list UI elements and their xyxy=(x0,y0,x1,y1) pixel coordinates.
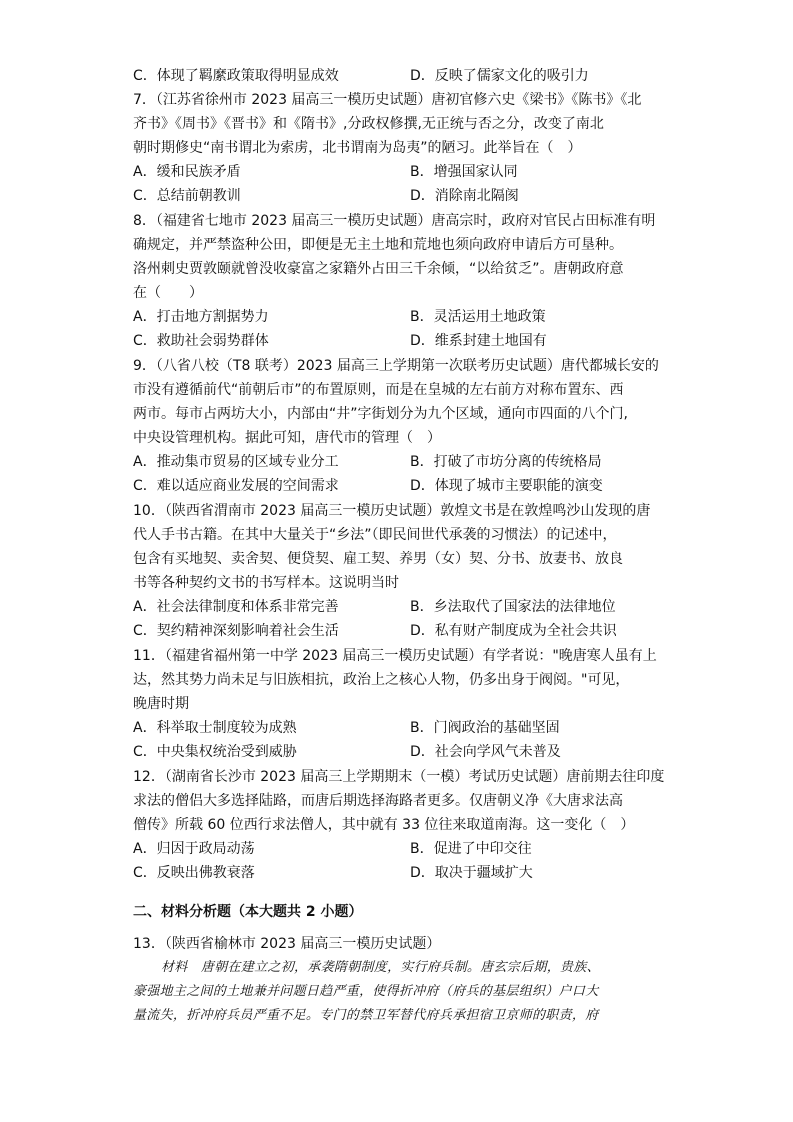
question-stem-line: 10．（陕西省渭南市 2023 届高三一模历史试题）敦煌文书是在敦煌鸣沙山发现的唐 xyxy=(133,503,651,519)
option-b: B．增强国家认同 xyxy=(410,164,518,180)
option-row xyxy=(133,595,673,619)
question-stem-line: 11．（福建省福州第一中学 2023 届高三一模历史试题）有学者说："晚唐寒人虽有上 xyxy=(133,648,657,664)
material-line: 材料 唐朝在建立之初，承袭隋朝制度，实行府兵制。唐玄宗后期，贵族、 xyxy=(161,960,600,975)
question-stem-line: 8．（福建省七地市 2023 届高三一模历史试题）唐高宗时，政府对官民占田标准有明 xyxy=(133,213,656,229)
option-c: C．反映出佛教衰落 xyxy=(133,865,255,882)
option-row xyxy=(133,716,673,740)
material-line: 量流失，折冲府兵员严重不足。专门的禁卫军替代府兵承担宿卫京师的职责，府 xyxy=(133,1008,599,1023)
option-c: C．总结前朝教训 xyxy=(133,188,241,205)
option-d: D．私有财产制度成为全社会共识 xyxy=(410,623,617,640)
option-c: C．契约精神深刻影响着社会生活 xyxy=(133,623,339,640)
question-stem-line: 求法的僧侣大多选择陆路，而唐后期选择海路者更多。仅唐朝义净《大唐求法高 xyxy=(133,793,623,809)
question-stem-line: 13．（陕西省榆林市 2023 届高三一模历史试题） xyxy=(133,936,441,952)
question-stem-line: 确规定，并严禁盗种公田，即便是无主土地和荒地也须向政府申请后方可垦种。 xyxy=(133,237,623,253)
option-a: A．推动集市贸易的区域专业分工 xyxy=(133,454,339,470)
question-stem-line: 书等各种契约文书的书写样本。这说明当时 xyxy=(133,575,399,591)
option-row xyxy=(133,329,673,353)
option-c: C．难以适应商业发展的空间需求 xyxy=(133,478,339,495)
question-stem-line: 市没有遵循前代“前朝后市”的布置原则，而是在皇城的左右前方对称布置东、西 xyxy=(133,382,624,398)
option-row xyxy=(133,861,673,885)
option-c: C．救助社会弱势群体 xyxy=(133,333,269,350)
question-10 xyxy=(133,499,673,644)
question-stem-line: 洛州刺史贾敦颐就曾没收豪富之家籍外占田三千余倾，“以给贫乏”。唐朝政府意 xyxy=(133,261,624,277)
question-stem-line: 包含有买地契、卖舍契、便贷契、雇工契、养男（女）契、分书、放妻书、放良 xyxy=(133,551,623,567)
option-a: A．归因于政局动荡 xyxy=(133,841,255,857)
option-a: A．打击地方割据势力 xyxy=(133,309,269,325)
option-row xyxy=(133,474,673,498)
option-d: D．体现了城市主要职能的演变 xyxy=(410,478,603,495)
question-6-options xyxy=(133,64,673,88)
option-d: D．反映了儒家文化的吸引力 xyxy=(410,68,589,84)
question-8 xyxy=(133,209,673,354)
option-row xyxy=(133,184,673,208)
option-d: D．取决于疆域扩大 xyxy=(410,865,533,882)
option-row xyxy=(133,837,673,861)
section-heading xyxy=(133,900,673,924)
question-stem-line: 12．（湖南省长沙市 2023 届高三上学期期末（一模）考试历史试题）唐前期去往印度 xyxy=(133,769,665,785)
option-d: D．维系封建土地国有 xyxy=(410,333,547,350)
question-stem-line: 9．（八省八校（T8 联考）2023 届高三上学期第一次联考历史试题）唐代都城长安的 xyxy=(133,358,659,374)
option-b: B．门阀政治的基础坚固 xyxy=(410,720,560,736)
question-stem-line: 代人手书古籍。在其中大量关于“乡法”（即民间世代承袭的习惯法）的记述中， xyxy=(133,527,617,543)
option-row xyxy=(133,740,673,764)
question-stem-line: 达，然其势力尚未足与旧族相抗，政治上之核心人物，仍多出身于阀阅。"可见， xyxy=(133,672,630,688)
question-12 xyxy=(133,765,673,886)
question-13 xyxy=(133,932,673,1028)
option-row xyxy=(133,450,673,474)
question-stem-line: 两市。每市占两坊大小，内部由“井”字街划分为九个区域，通向市四面的八个门, xyxy=(133,406,628,422)
question-stem-line: 齐书》《周书》《晋书》和《隋书》,分政权修撰,无正统与否之分，改变了南北 xyxy=(133,116,604,132)
question-stem-line: 7．（江苏省徐州市 2023 届高三一模历史试题）唐初官修六史《梁书》《陈书》《北 xyxy=(133,92,642,108)
question-stem-line: 僧传》所载 60 位西行求法僧人，其中就有 33 位往来取道南海。这一变化（ ） xyxy=(133,817,635,833)
question-stem-line: 中央设管理机构。据此可知，唐代市的管理（ ） xyxy=(133,430,441,446)
question-9 xyxy=(133,354,673,499)
question-7 xyxy=(133,88,673,209)
option-b: B．灵活运用土地政策 xyxy=(410,309,546,325)
option-b: B．乡法取代了国家法的法律地位 xyxy=(410,599,616,615)
section-title: 二、材料分析题（本大题共 2 小题） xyxy=(133,904,363,920)
option-row xyxy=(133,619,673,643)
question-stem-line: 晚唐时期 xyxy=(133,696,189,712)
question-stem-line: 在（ ） xyxy=(133,285,203,301)
question-11 xyxy=(133,644,673,765)
option-a: A．社会法律制度和体系非常完善 xyxy=(133,599,339,615)
material-line: 豪强地主之间的土地兼并问题日趋严重，使得折冲府（府兵的基层组织）户口大 xyxy=(133,984,599,999)
option-a: A．科举取士制度较为成熟 xyxy=(133,720,297,736)
option-d: D．社会向学风气未普及 xyxy=(410,744,561,761)
option-row xyxy=(133,160,673,184)
option-b: B．促进了中印交往 xyxy=(410,841,532,857)
option-row xyxy=(133,64,673,88)
option-a: A．缓和民族矛盾 xyxy=(133,164,241,180)
question-stem-line: 朝时期修史“南书谓北为索虏，北书谓南为岛夷”的陋习。此举旨在（ ） xyxy=(133,140,582,156)
option-c: C．中央集权统治受到威胁 xyxy=(133,744,297,761)
option-row xyxy=(133,305,673,329)
option-d: D．消除南北隔阂 xyxy=(410,188,519,205)
option-b: B．打破了市坊分离的传统格局 xyxy=(410,454,602,470)
option-c: C．体现了羁縻政策取得明显成效 xyxy=(133,68,339,84)
